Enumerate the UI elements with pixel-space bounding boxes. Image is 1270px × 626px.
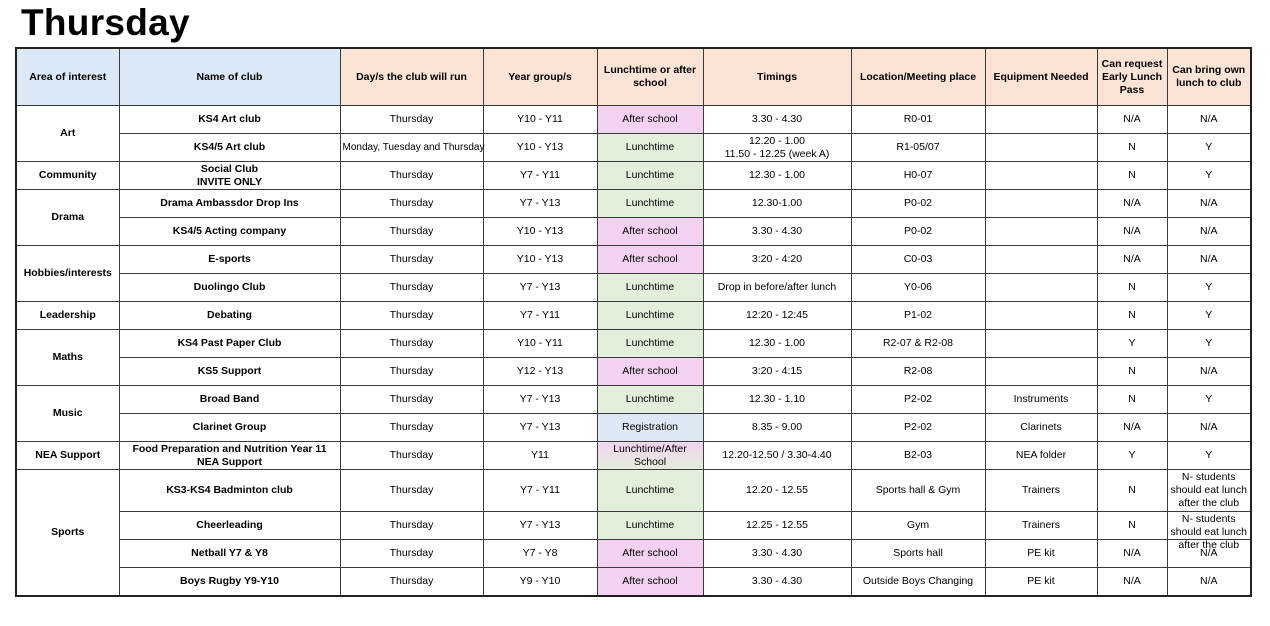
early-pass-cell: N <box>1097 386 1167 414</box>
early-pass-cell: N/A <box>1097 540 1167 568</box>
area-cell: Sports <box>16 470 119 597</box>
club-name: KS3-KS4 Badminton club <box>119 470 340 512</box>
table-row <box>16 134 1251 162</box>
club-name: Duolingo Club <box>119 274 340 302</box>
equipment-cell <box>985 106 1097 134</box>
own-lunch-cell <box>1167 512 1251 551</box>
when-cell: Lunchtime <box>597 162 703 190</box>
location-cell: B2-03 <box>851 442 985 470</box>
early-pass-cell: N/A <box>1097 106 1167 134</box>
year-cell: Y7 - Y13 <box>483 386 597 414</box>
area-cell: Art <box>16 106 119 162</box>
header-own-lunch: Can bring own lunch to club <box>1167 48 1251 106</box>
location-cell: R2-07 & R2-08 <box>851 330 985 358</box>
early-pass-cell: N <box>1097 162 1167 190</box>
early-pass-cell: Y <box>1097 442 1167 470</box>
location-cell: Sports hall & Gym <box>851 470 985 512</box>
location-cell: P1-02 <box>851 302 985 330</box>
timings-cell: 3.30 - 4.30 <box>703 106 851 134</box>
year-cell: Y12 - Y13 <box>483 358 597 386</box>
days-cell: Thursday <box>340 358 483 386</box>
location-cell: Y0-06 <box>851 274 985 302</box>
club-name: Cheerleading <box>119 512 340 540</box>
table-row <box>16 568 1251 597</box>
table-row <box>16 330 1251 358</box>
club-name: Debating <box>119 302 340 330</box>
equipment-cell: Clarinets <box>985 414 1097 442</box>
equipment-cell <box>985 358 1097 386</box>
own-lunch-text: N- students should eat lunch after the club <box>1170 471 1247 509</box>
early-pass-cell: N <box>1097 274 1167 302</box>
early-pass-cell: N/A <box>1097 190 1167 218</box>
own-lunch-cell <box>1167 470 1251 512</box>
equipment-cell <box>985 302 1097 330</box>
own-lunch-cell: N/A <box>1167 106 1251 134</box>
header-equipment: Equipment Needed <box>985 48 1097 106</box>
year-cell: Y7 - Y13 <box>483 414 597 442</box>
table-row <box>16 386 1251 414</box>
own-lunch-text: N- students should eat lunch after the club <box>1170 512 1247 551</box>
table-row <box>16 106 1251 134</box>
table-row <box>16 540 1251 568</box>
early-pass-cell: N <box>1097 134 1167 162</box>
equipment-cell <box>985 330 1097 358</box>
equipment-cell: PE kit <box>985 540 1097 568</box>
early-pass-cell: Y <box>1097 330 1167 358</box>
location-cell: Outside Boys Changing <box>851 568 985 597</box>
location-cell: P2-02 <box>851 414 985 442</box>
days-cell: Thursday <box>340 414 483 442</box>
own-lunch-cell: N/A <box>1167 218 1251 246</box>
own-lunch-cell: Y <box>1167 274 1251 302</box>
days-cell: Thursday <box>340 470 483 512</box>
when-cell: Lunchtime <box>597 190 703 218</box>
area-cell: Music <box>16 386 119 442</box>
when-cell: Lunchtime <box>597 302 703 330</box>
year-cell: Y7 - Y13 <box>483 512 597 540</box>
header-when: Lunchtime or after school <box>597 48 703 106</box>
club-name-line-1: Social Club <box>200 162 259 175</box>
when-cell: After school <box>597 358 703 386</box>
timings-cell: 12:20 - 12:45 <box>703 302 851 330</box>
own-lunch-cell: N/A <box>1167 358 1251 386</box>
early-pass-cell: N <box>1097 512 1167 540</box>
equipment-cell <box>985 190 1097 218</box>
equipment-cell: Trainers <box>985 470 1097 512</box>
year-cell: Y11 <box>483 442 597 470</box>
timings-cell: 3:20 - 4:15 <box>703 358 851 386</box>
club-name: Drama Ambassdor Drop Ins <box>119 190 340 218</box>
own-lunch-cell: Y <box>1167 134 1251 162</box>
table-row <box>16 190 1251 218</box>
location-cell: H0-07 <box>851 162 985 190</box>
early-pass-cell: N <box>1097 470 1167 512</box>
days-cell: Thursday <box>340 386 483 414</box>
year-cell: Y7 - Y8 <box>483 540 597 568</box>
own-lunch-cell: N/A <box>1167 414 1251 442</box>
timings-cell: 3.30 - 4.30 <box>703 568 851 597</box>
club-name <box>119 162 340 190</box>
when-cell: After school <box>597 540 703 568</box>
club-name: KS5 Support <box>119 358 340 386</box>
table-row <box>16 218 1251 246</box>
equipment-cell: Instruments <box>985 386 1097 414</box>
own-lunch-cell: N/A <box>1167 568 1251 597</box>
days-cell: Thursday <box>340 442 483 470</box>
own-lunch-cell: Y <box>1167 162 1251 190</box>
timings-line-1: 12.20 - 1.00 <box>748 134 806 147</box>
equipment-cell <box>985 162 1097 190</box>
own-lunch-cell: Y <box>1167 330 1251 358</box>
area-cell: Leadership <box>16 302 119 330</box>
table-row <box>16 414 1251 442</box>
year-cell: Y10 - Y13 <box>483 218 597 246</box>
year-cell: Y7 - Y11 <box>483 162 597 190</box>
timings-cell: 3:20 - 4:20 <box>703 246 851 274</box>
when-cell: Lunchtime <box>597 330 703 358</box>
year-cell: Y7 - Y13 <box>483 274 597 302</box>
year-cell: Y7 - Y11 <box>483 302 597 330</box>
club-name: E-sports <box>119 246 340 274</box>
equipment-cell: PE kit <box>985 568 1097 597</box>
year-cell: Y10 - Y11 <box>483 106 597 134</box>
timings-cell: 3.30 - 4.30 <box>703 540 851 568</box>
club-name: KS4/5 Art club <box>119 134 340 162</box>
days-cell: Thursday <box>340 106 483 134</box>
location-cell: R2-08 <box>851 358 985 386</box>
equipment-cell <box>985 218 1097 246</box>
club-name-line-2: INVITE ONLY <box>197 175 262 188</box>
club-name: Food Preparation and Nutrition Year 11 NEA Support <box>119 442 340 470</box>
header-year: Year group/s <box>483 48 597 106</box>
club-name: KS4 Past Paper Club <box>119 330 340 358</box>
equipment-cell <box>985 246 1097 274</box>
equipment-cell: Trainers <box>985 512 1097 540</box>
area-cell: NEA Support <box>16 442 119 470</box>
table-row <box>16 512 1251 540</box>
when-cell: Lunchtime <box>597 470 703 512</box>
location-cell: R0-01 <box>851 106 985 134</box>
club-name: KS4 Art club <box>119 106 340 134</box>
table-row <box>16 162 1251 190</box>
when-cell: Lunchtime <box>597 274 703 302</box>
early-pass-cell: N/A <box>1097 568 1167 597</box>
year-cell: Y10 - Y13 <box>483 134 597 162</box>
when-cell: Lunchtime <box>597 134 703 162</box>
days-cell: Thursday <box>340 302 483 330</box>
own-lunch-cell: N/A <box>1167 190 1251 218</box>
own-lunch-cell: N/A <box>1167 246 1251 274</box>
location-cell: C0-03 <box>851 246 985 274</box>
table-row <box>16 302 1251 330</box>
location-cell: P0-02 <box>851 218 985 246</box>
club-name: KS4/5 Acting company <box>119 218 340 246</box>
days-cell: Thursday <box>340 218 483 246</box>
when-cell: Lunchtime/After School <box>597 442 703 470</box>
table-row <box>16 246 1251 274</box>
early-pass-cell: N/A <box>1097 246 1167 274</box>
area-cell: Hobbies/interests <box>16 246 119 302</box>
early-pass-cell: N/A <box>1097 414 1167 442</box>
own-lunch-cell: Y <box>1167 302 1251 330</box>
when-cell: Registration <box>597 414 703 442</box>
days-cell: Thursday <box>340 246 483 274</box>
area-cell: Drama <box>16 190 119 246</box>
early-pass-cell: N <box>1097 358 1167 386</box>
days-cell: Thursday <box>340 190 483 218</box>
timings-cell: 3.30 - 4.30 <box>703 218 851 246</box>
timings-cell: 12.30-1.00 <box>703 190 851 218</box>
days-cell: Thursday <box>340 162 483 190</box>
early-pass-cell: N <box>1097 302 1167 330</box>
year-cell: Y10 - Y13 <box>483 246 597 274</box>
days-cell: Thursday <box>340 540 483 568</box>
table-row <box>16 470 1251 512</box>
location-cell: R1-05/07 <box>851 134 985 162</box>
clubs-table <box>15 47 1252 597</box>
club-name: Boys Rugby Y9-Y10 <box>119 568 340 597</box>
when-cell: After school <box>597 568 703 597</box>
location-cell: P2-02 <box>851 386 985 414</box>
table-row <box>16 274 1251 302</box>
location-cell: Gym <box>851 512 985 540</box>
timings-cell: 12.20 - 12.55 <box>703 470 851 512</box>
club-name: Clarinet Group <box>119 414 340 442</box>
timings-cell: 12.25 - 12.55 <box>703 512 851 540</box>
timings-cell: 12.20-12.50 / 3.30-4.40 <box>703 442 851 470</box>
header-row <box>16 48 1251 106</box>
area-cell: Community <box>16 162 119 190</box>
year-cell: Y10 - Y11 <box>483 330 597 358</box>
header-timings: Timings <box>703 48 851 106</box>
days-cell: Monday, Tuesday and Thursday <box>340 134 483 162</box>
header-area: Area of interest <box>16 48 119 106</box>
equipment-cell: NEA folder <box>985 442 1097 470</box>
days-cell: Thursday <box>340 274 483 302</box>
timings-cell: Drop in before/after lunch <box>703 274 851 302</box>
when-cell: After school <box>597 246 703 274</box>
year-cell: Y7 - Y13 <box>483 190 597 218</box>
year-cell: Y9 - Y10 <box>483 568 597 597</box>
timings-line-2: 11.50 - 12.25 (week A) <box>724 147 830 160</box>
header-location: Location/Meeting place <box>851 48 985 106</box>
equipment-cell <box>985 134 1097 162</box>
table-row <box>16 358 1251 386</box>
when-cell: After school <box>597 106 703 134</box>
timings-cell: 12.30 - 1.00 <box>703 330 851 358</box>
header-days: Day/s the club will run <box>340 48 483 106</box>
when-cell: After school <box>597 218 703 246</box>
timings-cell: 12.30 - 1.00 <box>703 162 851 190</box>
header-early-pass: Can request Early Lunch Pass <box>1097 48 1167 106</box>
location-cell: P0-02 <box>851 190 985 218</box>
location-cell: Sports hall <box>851 540 985 568</box>
own-lunch-cell: Y <box>1167 386 1251 414</box>
club-name: Broad Band <box>119 386 340 414</box>
days-cell: Thursday <box>340 512 483 540</box>
timings-cell <box>703 134 851 162</box>
club-name: Netball Y7 & Y8 <box>119 540 340 568</box>
table-row <box>16 442 1251 470</box>
page-title: Thursday <box>21 2 190 43</box>
area-cell: Maths <box>16 330 119 386</box>
days-cell: Thursday <box>340 568 483 597</box>
early-pass-cell: N/A <box>1097 218 1167 246</box>
days-cell: Thursday <box>340 330 483 358</box>
header-club: Name of club <box>119 48 340 106</box>
equipment-cell <box>985 274 1097 302</box>
own-lunch-cell: Y <box>1167 442 1251 470</box>
year-cell: Y7 - Y11 <box>483 470 597 512</box>
when-cell: Lunchtime <box>597 512 703 540</box>
own-lunch-cell: N/A <box>1167 540 1251 568</box>
timings-cell: 12.30 - 1.10 <box>703 386 851 414</box>
timings-cell: 8.35 - 9.00 <box>703 414 851 442</box>
when-cell: Lunchtime <box>597 386 703 414</box>
